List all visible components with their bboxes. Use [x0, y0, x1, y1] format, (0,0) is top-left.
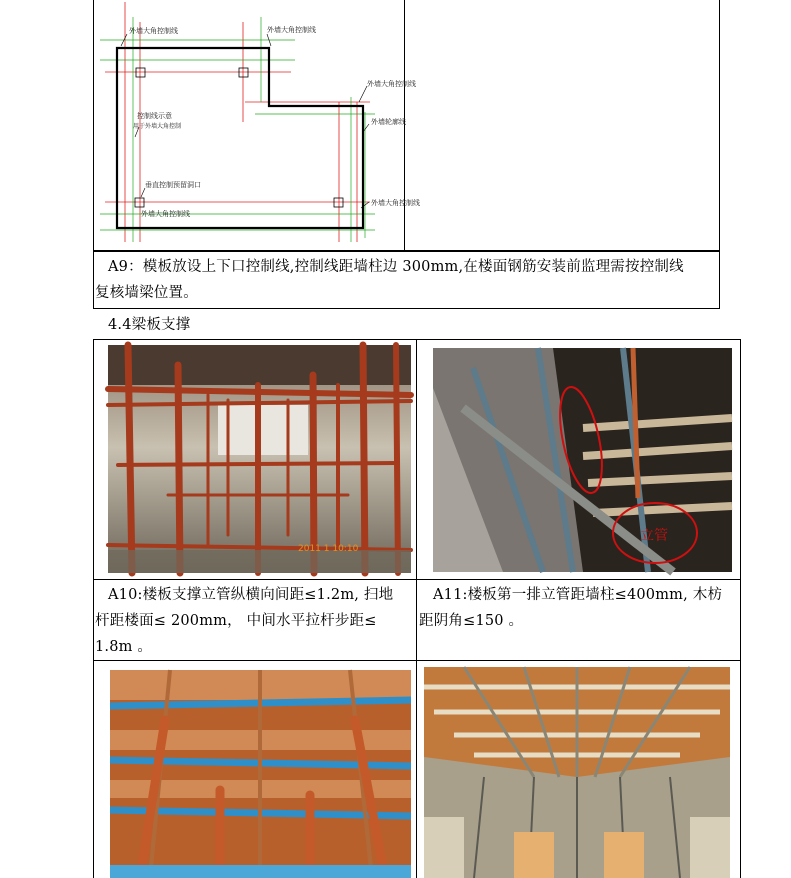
photo-table-row-divider-1 — [93, 579, 741, 580]
diagram-label-corner-tl: 外墙大角控制线 — [129, 27, 178, 35]
diagram-label-vertical-hole: 垂直控制预留洞口 — [145, 181, 201, 189]
diagram-label-outline: 外墙轮廓线 — [371, 118, 406, 126]
photo-formwork-props — [110, 670, 411, 878]
a9-table-bottom-border — [93, 308, 720, 309]
photo-table-right-border — [740, 339, 741, 878]
photo-table-mid-border — [416, 339, 417, 878]
photo-slab-shoring — [424, 667, 730, 878]
a11-caption-line2: 距阴角≤150 。 — [419, 613, 524, 629]
a9-caption-line2: 复核墙梁位置。 — [95, 285, 198, 301]
diagram-label-corner-br: 外墙大角控制线 — [371, 199, 420, 207]
a9-table-right-border — [719, 0, 720, 308]
photo-table-row-divider-2 — [93, 660, 741, 661]
diagram-label-control-note: 控制线示意 — [137, 112, 172, 120]
a10-caption-line1: A10:楼板支撑立管纵横向间距≤1.2m, 扫地 — [108, 587, 394, 603]
photo-a11-annotation: 立管 — [640, 528, 668, 544]
diagram-label-corner-tm: 外墙大角控制线 — [267, 26, 316, 34]
diagram-label-control-sub: 用于外墙大角控制 — [133, 123, 182, 130]
a9-caption-line1: A9：模板放设上下口控制线,控制线距墙柱边 300mm,在楼面钢筋安装前监理需按控制线 — [108, 259, 684, 275]
photo-a10-scaffolding — [108, 345, 411, 573]
a11-caption-line1: A11:楼板第一排立管距墙柱≤400mm, 木枋 — [433, 587, 723, 603]
photo-table-left-border — [93, 339, 94, 878]
a10-caption-line3: 1.8m 。 — [95, 639, 153, 655]
diagram-label-corner-ru: 外墙大角控制线 — [367, 80, 416, 88]
diagram-label-corner-bl: 外墙大角控制线 — [141, 210, 190, 218]
section-heading: 4.4梁板支撑 — [108, 317, 191, 333]
control-line-diagram — [95, 2, 420, 248]
photo-a10-timestamp: 2011 1 10:10 — [298, 544, 359, 554]
photo-a11-support — [433, 348, 732, 572]
a9-table-left-border — [93, 0, 94, 308]
photo-table-top-border — [93, 339, 741, 340]
a9-table-row-divider — [93, 250, 720, 252]
a10-caption-line2: 杆距楼面≤ 200mm， 中间水平拉杆步距≤ — [95, 613, 377, 629]
